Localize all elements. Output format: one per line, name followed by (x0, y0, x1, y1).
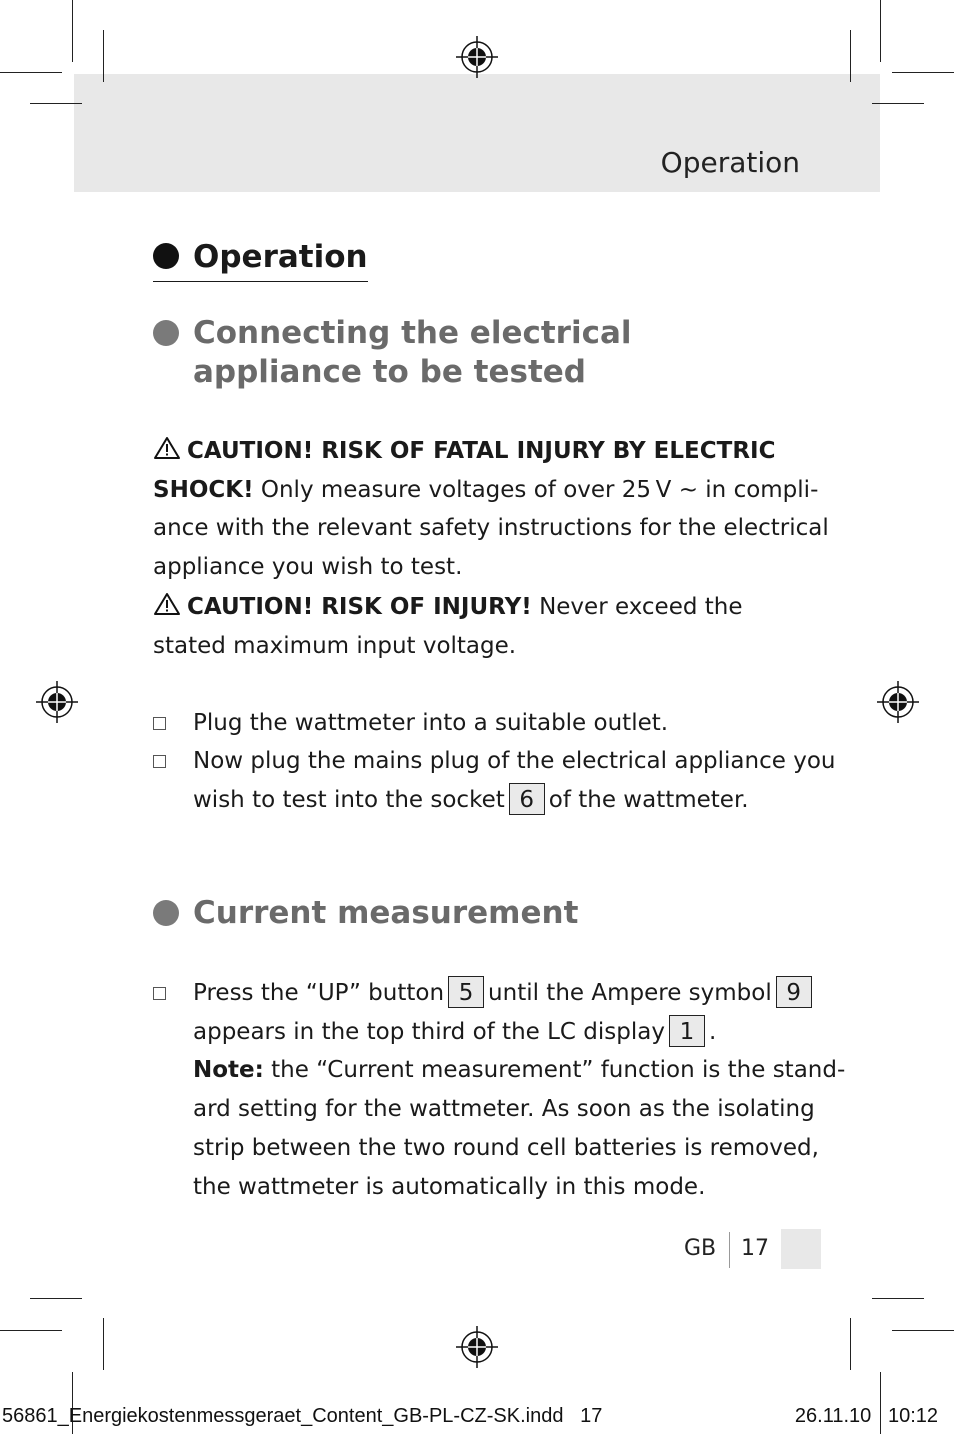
caution-heading-end: SHOCK! (153, 476, 254, 503)
warning-triangle-icon (153, 436, 181, 460)
step-text: of the wattmeter. (548, 786, 749, 813)
heading-line: appliance to be tested (193, 354, 586, 390)
filled-circle-bullet (153, 900, 179, 926)
step-text: wish to test into the socket (193, 786, 505, 813)
registration-mark-icon (456, 36, 498, 78)
part-reference-box: 1 (669, 1015, 705, 1047)
caution-text: stated maximum input voltage. (153, 632, 517, 659)
footer-language: GB (684, 1236, 717, 1261)
heading-connecting-appliance (153, 314, 632, 392)
print-slug-datetime: 26.11.10 10:12 (794, 1405, 938, 1427)
running-header-title: Operation (660, 146, 800, 179)
footer-divider (729, 1232, 730, 1268)
caution-injury (153, 588, 803, 665)
heading-line: Connecting the electrical (193, 315, 632, 351)
note-label: Note: (193, 1057, 264, 1084)
step-text: Now plug the mains plug of the electrical appliance you (193, 748, 836, 774)
print-slug-filename: 56861_Energiekostenmessgeraet_Content_GB-PL-CZ-SK.indd 17 (2, 1405, 603, 1427)
note-text: ard setting for the wattmeter. As soon as the isolating (193, 1096, 815, 1123)
list-item (153, 974, 853, 1206)
caution-electric-shock (153, 432, 829, 587)
heading-current-measurement (153, 894, 578, 933)
heading-text: Operation (193, 239, 368, 275)
caution-text: ance with the relevant safety instructions for the electrical (153, 515, 829, 542)
caution-text: Only measure voltages of over 25 V ~ in compli- (253, 476, 819, 503)
filled-circle-bullet (153, 243, 179, 269)
list-item (153, 742, 853, 819)
caution-text: Never exceed the (531, 594, 743, 620)
step-text: Press the “UP” button (193, 980, 445, 1006)
checkbox-bullet-icon (153, 987, 166, 1000)
heading-underline (153, 281, 368, 282)
registration-mark-icon (456, 1326, 498, 1368)
footer-tab (781, 1229, 821, 1269)
registration-mark-icon (877, 681, 919, 723)
list-item (153, 704, 853, 743)
heading-operation (153, 236, 368, 278)
step-text: Plug the wattmeter into a suitable outlet. (193, 710, 669, 736)
step-text: appears in the top third of the LC display (193, 1018, 665, 1045)
note-text: strip between the two round cell batteries is removed, (193, 1134, 819, 1161)
warning-triangle-icon (153, 592, 181, 616)
part-reference-box: 5 (448, 976, 484, 1008)
step-text: . (708, 1018, 717, 1045)
heading-text: Current measurement (193, 895, 579, 931)
note-text: the “Current measurement” function is the stand- (263, 1057, 846, 1084)
page-number: 17 (741, 1236, 769, 1261)
caution-heading: CAUTION! RISK OF FATAL INJURY BY ELECTRIC (187, 438, 776, 464)
step-text: until the Ampere symbol (488, 980, 772, 1006)
note-text: the wattmeter is automatically in this mode. (193, 1173, 706, 1200)
checkbox-bullet-icon (153, 717, 166, 730)
registration-mark-icon (36, 681, 78, 723)
caution-heading: CAUTION! RISK OF INJURY! (187, 594, 532, 620)
part-reference-box: 9 (776, 976, 812, 1008)
part-reference-box: 6 (509, 783, 545, 815)
caution-text: appliance you wish to test. (153, 554, 463, 581)
filled-circle-bullet (153, 320, 179, 346)
checkbox-bullet-icon (153, 755, 166, 768)
